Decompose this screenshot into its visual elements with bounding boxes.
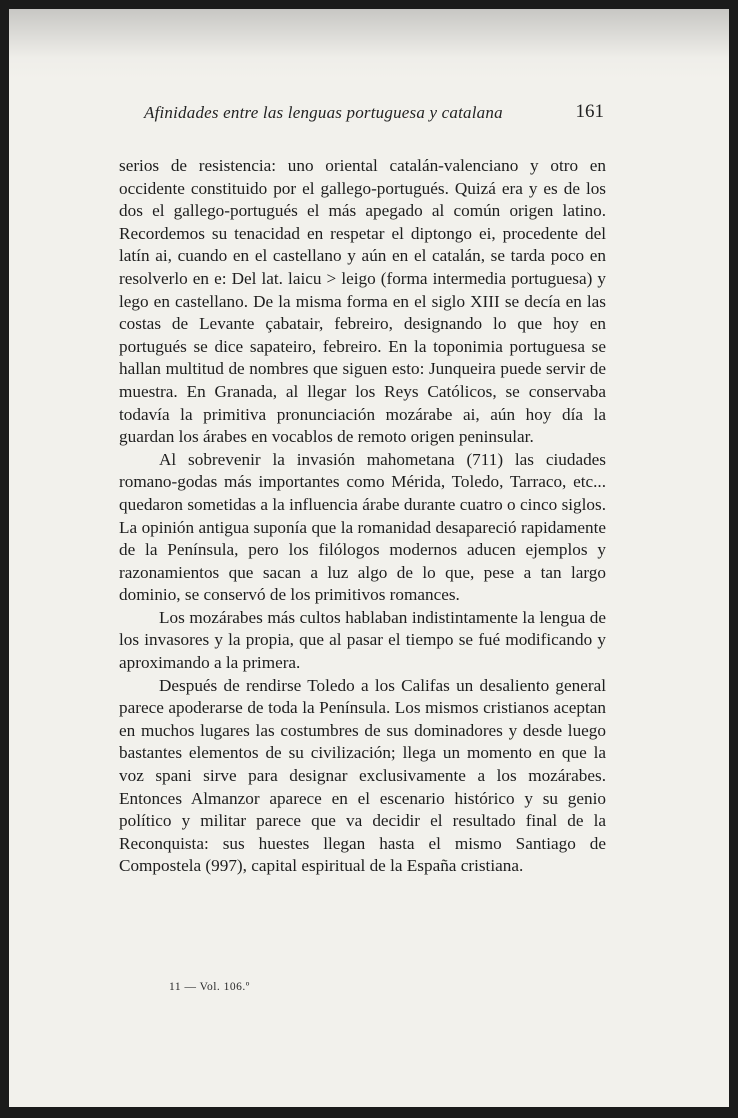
running-title: Afinidades entre las lenguas portuguesa y catalana (144, 103, 503, 122)
book-page (9, 9, 729, 1107)
page-number: 161 (575, 101, 604, 122)
scan-shadow (9, 9, 729, 79)
paragraph-2: Al sobrevenir la invasión mahometana (711) las ciudades romano-godas más importantes como Mérida, Toledo, Tarraco, etc... quedaron sometidas a la influencia árabe durante cuatro o cinco siglos. La opinión antigua suponía que la romanidad desapareció rapidamente de la Península, pero los filólogos modernos aducen ejemplos y razonamientos que sacan a luz algo de lo que, pese a tan largo dominio, se conservó de los primitivos romances. (119, 449, 606, 605)
paragraph-3: Los mozárabes más cultos hablaban indistintamente la lengua de los invasores y la propia, que al pasar el tiempo se fué modificando y aproximando a la primera. (119, 607, 606, 673)
signature-mark: 11 — Vol. 106.º (169, 981, 250, 993)
paragraph-1: serios de resistencia: uno oriental catalán-valenciano y otro en occidente constituido por el gallego-portugués. Quizá era y es de los dos el gallego-portugués el más apegado al común origen latino. Recordemos su tenacidad en respetar el diptongo ei, procedente del latín ai, cuando en el castellano y aún en el catalán, se tarda poco en resolverlo en e: Del lat. laicu > leigo (forma intermedia portuguesa) y lego en castellano. De la misma forma en el siglo XIII se decía en las costas de Levante çabatair, febreiro, designando lo que hoy en portugués se dice sapateiro, febreiro. En la toponimia portuguesa se hallan multitud de nombres que siguen esto: Junqueira puede servir de muestra. En Granada, al llegar los Reys Católicos, se conservaba todavía la primitiva pronunciación mozárabe ai, aún hoy día la guardan los árabes en vocablos de remoto origen peninsular. (119, 156, 606, 447)
body-text (119, 155, 606, 878)
paragraph-4: Después de rendirse Toledo a los Califas un desaliento general parece apoderarse de toda la Península. Los mismos cristianos aceptan en muchos lugares las costumbres de sus dominadores y desde luego bastantes elementos de su civilización; llega un momento en que la voz spani sirve para designar exclusivamente a los mozárabes. Entonces Almanzor aparece en el escenario histórico y su genio político y militar parece que va decidir el resultado final de la Reconquista: sus huestes llegan hasta el mismo Santiago de Compostela (997), capital espiritual de la España cristiana. (119, 675, 606, 876)
page-header (144, 101, 604, 127)
